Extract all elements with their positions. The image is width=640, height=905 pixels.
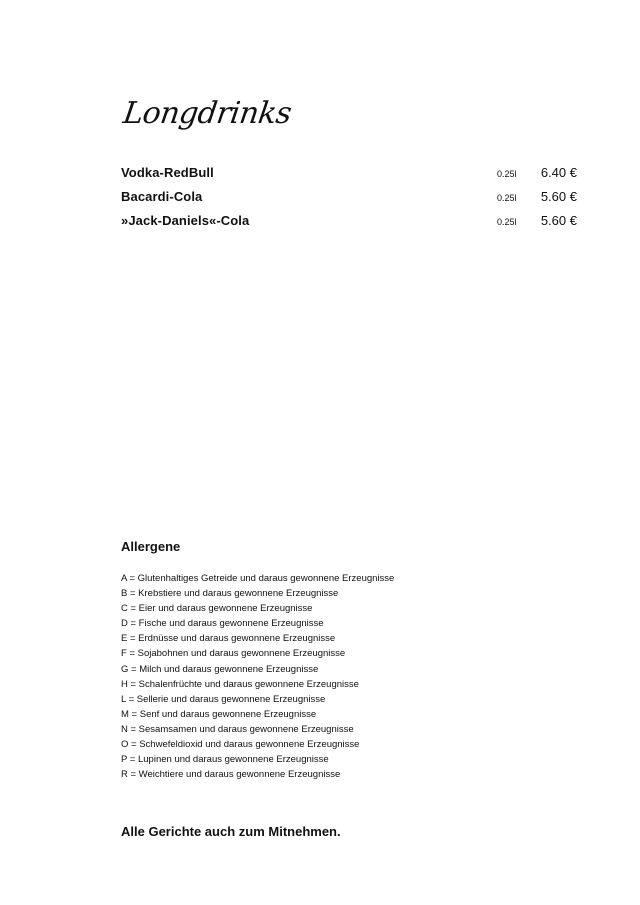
section-title: Longdrinks [121,96,294,131]
allergen-item: G = Milch und daraus gewonnene Erzeugnisse [121,663,319,675]
allergen-list [121,571,394,782]
allergen-item: O = Schwefeldioxid und daraus gewonnene Erzeugnisse [121,739,360,751]
allergen-item: B = Krebstiere und daraus gewonnene Erzeugnisse [121,588,339,600]
drink-size: 0.25l [497,193,517,203]
drink-name: »Jack-Daniels«-Cola [121,213,250,228]
drinks-menu [121,163,577,235]
menu-item [121,187,577,211]
allergen-item: A = Glutenhaltiges Getreide und daraus gewonnene Erzeugnisse [121,573,395,584]
allergen-item: L = Sellerie und daraus gewonnene Erzeugnisse [121,693,326,705]
drink-price: 5.60 € [540,189,577,204]
menu-item [121,163,577,187]
drink-name: Bacardi-Cola [121,189,203,204]
drink-size: 0.25l [497,217,517,227]
allergen-item: H = Schalenfrüchte und daraus gewonnene Erzeugnisse [121,678,359,690]
allergen-heading: Allergene [121,539,181,554]
drink-name: Vodka-RedBull [121,165,214,180]
takeaway-note: Alle Gerichte auch zum Mitnehmen. [121,824,341,839]
allergen-item: E = Erdnüsse und daraus gewonnene Erzeugnisse [121,633,336,645]
drink-price: 6.40 € [540,165,577,180]
allergen-item: M = Senf und daraus gewonnene Erzeugnisse [121,708,317,720]
allergen-item: D = Fische und daraus gewonnene Erzeugnisse [121,618,324,630]
drink-size: 0.25l [497,169,517,179]
drink-price: 5.60 € [540,213,577,228]
menu-item [121,211,577,235]
allergen-item: R = Weichtiere und daraus gewonnene Erzeugnisse [121,769,341,781]
allergen-item: N = Sesamsamen und daraus gewonnene Erzeugnisse [121,723,354,735]
allergen-item: F = Sojabohnen und daraus gewonnene Erzeugnisse [121,648,346,660]
allergen-item: P = Lupinen und daraus gewonnene Erzeugnisse [121,754,329,766]
allergen-item: C = Eier und daraus gewonnene Erzeugnisse [121,603,313,615]
